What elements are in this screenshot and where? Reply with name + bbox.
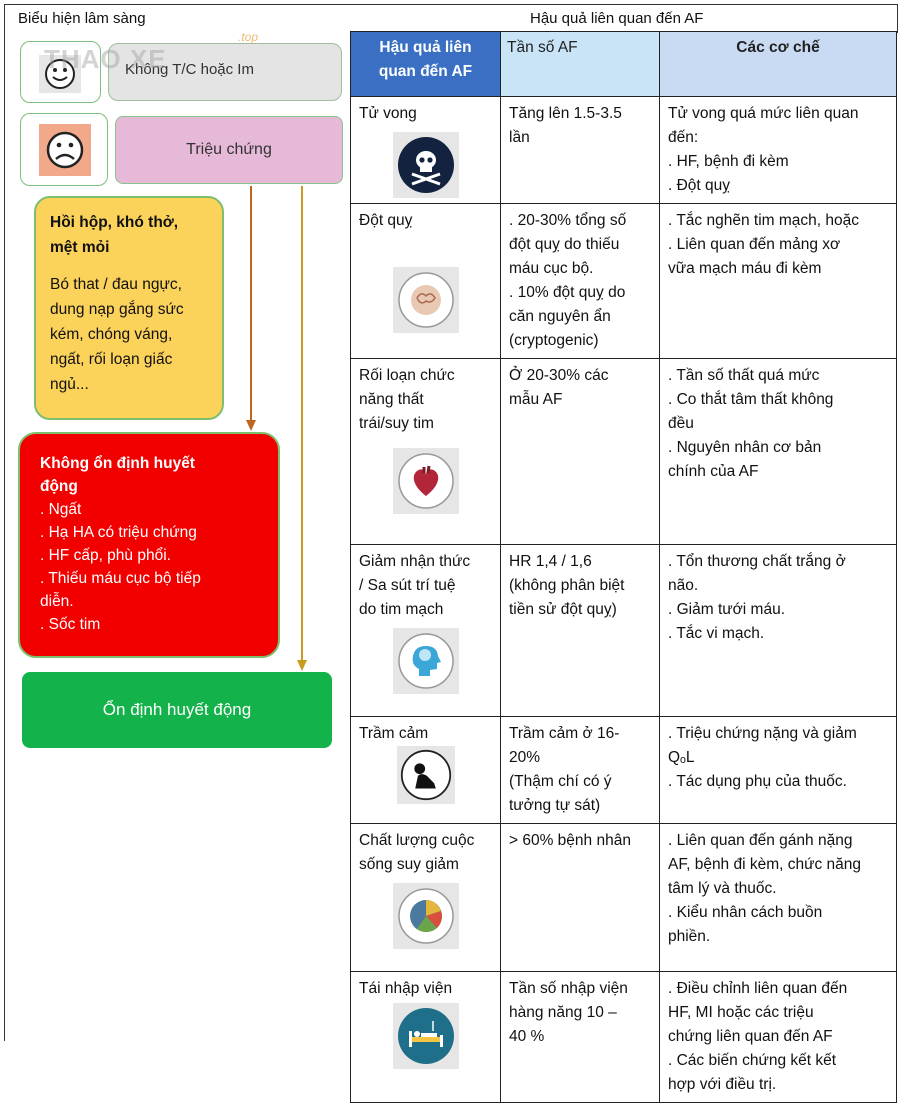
mechanism-text: . Kiểu nhân cách buồn <box>668 904 823 921</box>
heart-icon <box>397 452 455 510</box>
consequence-text: / Sa sút trí tuệ <box>359 577 456 594</box>
mechanism-text: . Liên quan đến gánh nặng <box>668 832 853 849</box>
frequency-cell <box>501 204 660 359</box>
frequency-text: mẫu AF <box>509 391 563 408</box>
mechanism-text: hợp với điều trị. <box>668 1076 777 1093</box>
frequency-text: tiền sử đột quỵ) <box>509 601 617 618</box>
header-consequence <box>351 32 501 97</box>
consequence-text: Chất lượng cuộc <box>359 832 475 849</box>
frequency-cell <box>501 824 660 972</box>
header-consequence-line-2: quan đến AF <box>378 63 473 80</box>
frequency-text: (Thậm chí có ý <box>509 773 612 790</box>
mechanism-cell <box>660 972 897 1103</box>
mechanism-text: phiền. <box>668 928 711 945</box>
frequency-text: căn nguyên ẩn <box>509 308 611 325</box>
mechanism-text: . Điều chỉnh liên quan đến <box>668 980 848 997</box>
table-row <box>351 717 897 824</box>
consequence-cell <box>351 545 501 717</box>
unstable-title-2: động <box>40 478 78 495</box>
frequency-text: Tăng lên 1.5-3.5 <box>509 105 622 122</box>
mechanism-text: . Tổn thương chất trắng ở <box>668 553 846 570</box>
symptoms-line: ngất, rối loạn giấc <box>50 351 173 368</box>
mechanism-text: chính của AF <box>668 463 759 480</box>
mechanism-text: vữa mạch máu đi kèm <box>668 260 822 277</box>
symptoms-line: kém, chóng váng, <box>50 326 173 343</box>
head-brain-icon <box>397 632 455 690</box>
mechanism-text: . Đột quỵ <box>668 177 731 194</box>
frequency-text: (cryptogenic) <box>509 332 599 349</box>
mechanism-cell <box>660 97 897 204</box>
unstable-line: . Thiếu máu cục bộ tiếp <box>40 570 201 587</box>
mechanism-text: não. <box>668 577 699 594</box>
consequence-cell <box>351 717 501 824</box>
table-row <box>351 97 897 204</box>
frequency-text: . 20-30% tổng số <box>509 212 627 229</box>
table-row <box>351 972 897 1103</box>
mechanism-text: đều <box>668 415 694 432</box>
mechanism-text: . Liên quan đến mảng xơ <box>668 236 841 253</box>
consequence-cell <box>351 359 501 545</box>
unstable-line: . Sốc tim <box>40 616 101 633</box>
consequence-cell <box>351 204 501 359</box>
mechanism-text: . Các biến chứng kết kết <box>668 1052 837 1069</box>
symptoms-line: dung nạp gắng sức <box>50 301 184 318</box>
mechanism-text: . Tắc nghẽn tim mạch, hoặc <box>668 212 859 229</box>
frequency-text: (không phân biệt <box>509 577 625 594</box>
mechanism-cell <box>660 359 897 545</box>
frequency-cell <box>501 359 660 545</box>
mechanism-text: . Co thắt tâm thất không <box>668 391 834 408</box>
frequency-text: > 60% bệnh nhân <box>509 832 631 849</box>
mechanism-cell <box>660 824 897 972</box>
mechanism-text: AF, bệnh đi kèm, chức năng <box>668 856 862 873</box>
consequence-cell <box>351 824 501 972</box>
mechanism-cell <box>660 717 897 824</box>
mechanism-text: . Triệu chứng nặng và giảm <box>668 725 857 742</box>
symptoms-title-1: Hồi hộp, khó thở, <box>50 214 179 231</box>
frequency-text: lần <box>509 129 530 146</box>
consequence-text: Đột quỵ <box>359 212 413 229</box>
consequence-text: Giảm nhận thức <box>359 553 471 570</box>
symptoms-line: Bó that / đau ngực, <box>50 276 182 293</box>
consequence-text: sống suy giảm <box>359 856 459 873</box>
frequency-text: HR 1,4 / 1,6 <box>509 553 592 570</box>
unstable-line: . HF cấp, phù phổi. <box>40 547 171 564</box>
mechanism-text: . Nguyên nhân cơ bản <box>668 439 822 456</box>
unstable-line: . Ngất <box>40 501 82 518</box>
frequency-cell <box>501 545 660 717</box>
consequence-text: do tim mạch <box>359 601 444 618</box>
header-consequence-line-1: Hậu quả liên <box>379 39 472 56</box>
frequency-text: đột quỵ do thiếu <box>509 236 620 253</box>
consequence-text: Trầm cảm <box>359 725 429 742</box>
frequency-text: hàng năng 10 – <box>509 1004 617 1021</box>
frequency-text: 20% <box>509 749 541 766</box>
mechanism-text: HF, MI hoặc các triệu <box>668 1004 814 1021</box>
stable-label: Ổn định huyết động <box>102 700 252 719</box>
mechanism-text: . Tắc vi mạch. <box>668 625 765 642</box>
no-symptom-label: Không T/C hoặc Im <box>125 61 254 78</box>
frequency-text: Tần số nhập viện <box>509 980 628 997</box>
brain-icon <box>397 271 455 329</box>
frequency-text: Ở 20-30% các <box>509 367 609 384</box>
mechanism-cell <box>660 545 897 717</box>
consequence-cell <box>351 97 501 204</box>
quality-of-life-icon <box>397 887 455 945</box>
mechanism-text: đến: <box>668 129 699 146</box>
frequency-cell <box>501 972 660 1103</box>
consequence-text: Tái nhập viện <box>359 980 453 997</box>
table-row <box>351 824 897 972</box>
consequence-text: Rối loạn chức <box>359 367 455 384</box>
mechanism-text: Tử vong quá mức liên quan <box>668 105 859 122</box>
skull-icon <box>397 136 455 194</box>
right-section-title: Hậu quả liên quan đến AF <box>530 10 704 27</box>
mechanism-text: chứng liên quan đến AF <box>668 1028 833 1045</box>
frequency-cell <box>501 97 660 204</box>
unstable-hemodynamics-box <box>18 432 280 658</box>
table-row <box>351 545 897 717</box>
left-section-title: Biểu hiện lâm sàng <box>18 10 146 27</box>
frequency-cell <box>501 717 660 824</box>
frequency-text: máu cục bộ. <box>509 260 594 277</box>
mechanism-cell <box>660 204 897 359</box>
frequency-text: 40 % <box>509 1028 545 1045</box>
mechanism-text: . Tần số thất quá mức <box>668 367 820 384</box>
mechanism-text: . Tác dụng phụ của thuốc. <box>668 773 847 790</box>
symptoms-title-2: mệt mỏi <box>50 239 110 256</box>
consequence-text: năng thất <box>359 391 424 408</box>
table-header-row <box>351 32 897 97</box>
unstable-title-1: Không ổn định huyết <box>40 455 195 472</box>
watermark-suffix: .top <box>238 30 259 44</box>
frequency-text: tưởng tự sát) <box>509 797 601 814</box>
mechanism-text: . Giảm tưới máu. <box>668 601 786 618</box>
mechanism-text: tâm lý và thuốc. <box>668 880 777 897</box>
unstable-line: diễn. <box>40 593 74 610</box>
af-consequences-table <box>350 31 897 1103</box>
hospital-bed-icon <box>397 1007 455 1065</box>
header-mechanism: Các cơ chế <box>660 32 897 97</box>
symptoms-detail-box <box>34 196 224 420</box>
mechanism-text: QₒL <box>668 749 695 766</box>
symptoms-line: ngủ... <box>50 376 89 393</box>
symptom-label: Triệu chứng <box>186 141 272 158</box>
watermark: THAO XE <box>44 44 167 74</box>
stable-hemodynamics-box <box>22 672 332 748</box>
unstable-line: . Hạ HA có triệu chứng <box>40 524 197 541</box>
consequence-text: Tử vong <box>359 105 417 122</box>
header-frequency: Tần số AF <box>501 32 660 97</box>
table-row <box>351 204 897 359</box>
mechanism-text: . HF, bệnh đi kèm <box>668 153 789 170</box>
frequency-text: . 10% đột quỵ do <box>509 284 626 301</box>
table-row <box>351 359 897 545</box>
consequence-cell <box>351 972 501 1103</box>
frequency-text: Trầm cảm ở 16- <box>509 725 620 742</box>
consequence-text: trái/suy tim <box>359 415 434 432</box>
depressed-person-icon <box>400 749 452 801</box>
